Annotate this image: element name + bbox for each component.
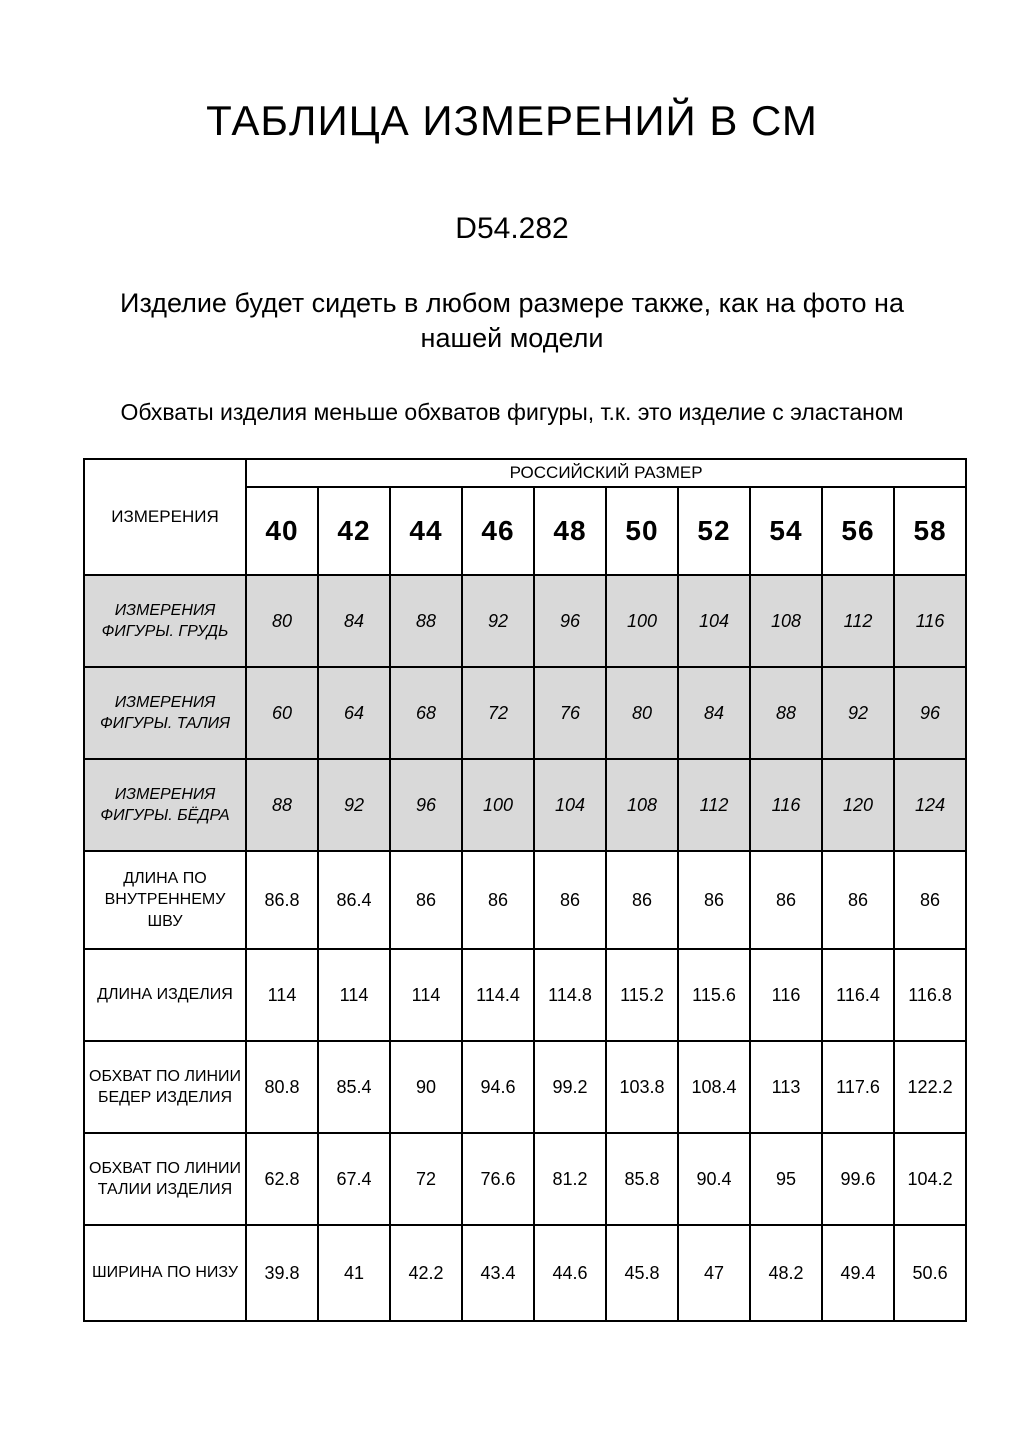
value-cell: 108.4 (678, 1041, 750, 1133)
value-cell: 112 (678, 759, 750, 851)
value-cell: 90.4 (678, 1133, 750, 1225)
table-row-bottom-width (84, 1225, 966, 1321)
value-cell: 88 (750, 667, 822, 759)
value-cell: 80.8 (246, 1041, 318, 1133)
value-cell: 116.8 (894, 949, 966, 1041)
value-cell: 88 (246, 759, 318, 851)
value-cell: 85.8 (606, 1133, 678, 1225)
table-row-figure-chest (84, 575, 966, 667)
article-number: D54.282 (455, 212, 569, 246)
value-cell: 60 (246, 667, 318, 759)
value-cell: 103.8 (606, 1041, 678, 1133)
size-column-header: 52 (678, 487, 750, 575)
size-column-header: 44 (390, 487, 462, 575)
size-column-header: 40 (246, 487, 318, 575)
value-cell: 84 (318, 575, 390, 667)
value-cell: 86 (822, 851, 894, 949)
value-cell: 41 (318, 1225, 390, 1321)
row-label: ИЗМЕРЕНИЯ ФИГУРЫ. ТАЛИЯ (84, 667, 246, 759)
value-cell: 108 (750, 575, 822, 667)
table-row-item-hip-girth (84, 1041, 966, 1133)
value-cell: 104 (534, 759, 606, 851)
size-column-header: 54 (750, 487, 822, 575)
value-cell: 72 (390, 1133, 462, 1225)
value-cell: 99.2 (534, 1041, 606, 1133)
value-cell: 86 (678, 851, 750, 949)
row-label: ДЛИНА ПО ВНУТРЕННЕМУ ШВУ (84, 851, 246, 949)
table-row-figure-hips (84, 759, 966, 851)
value-cell: 96 (534, 575, 606, 667)
value-cell: 67.4 (318, 1133, 390, 1225)
size-column-header: 58 (894, 487, 966, 575)
value-cell: 86 (750, 851, 822, 949)
value-cell: 50.6 (894, 1225, 966, 1321)
row-label: ДЛИНА ИЗДЕЛИЯ (84, 949, 246, 1041)
row-label: ШИРИНА ПО НИЗУ (84, 1225, 246, 1321)
size-column-header: 46 (462, 487, 534, 575)
fit-note: Изделие будет сидеть в любом размере также, как на фото на нашей модели (120, 288, 904, 353)
value-cell: 84 (678, 667, 750, 759)
value-cell: 86 (606, 851, 678, 949)
value-cell: 116 (750, 949, 822, 1041)
value-cell: 114 (390, 949, 462, 1041)
value-cell: 86 (390, 851, 462, 949)
value-cell: 94.6 (462, 1041, 534, 1133)
value-cell: 86 (894, 851, 966, 949)
value-cell: 100 (462, 759, 534, 851)
value-cell: 80 (246, 575, 318, 667)
value-cell: 86.4 (318, 851, 390, 949)
value-cell: 116.4 (822, 949, 894, 1041)
size-column-header: 50 (606, 487, 678, 575)
value-cell: 114 (246, 949, 318, 1041)
value-cell: 112 (822, 575, 894, 667)
value-cell: 76.6 (462, 1133, 534, 1225)
value-cell: 104.2 (894, 1133, 966, 1225)
size-column-header: 42 (318, 487, 390, 575)
size-table (83, 458, 967, 1322)
value-cell: 95 (750, 1133, 822, 1225)
value-cell: 114.8 (534, 949, 606, 1041)
value-cell: 43.4 (462, 1225, 534, 1321)
value-cell: 122.2 (894, 1041, 966, 1133)
value-cell: 99.6 (822, 1133, 894, 1225)
row-label: ИЗМЕРЕНИЯ ФИГУРЫ. ГРУДЬ (84, 575, 246, 667)
russian-size-header-cell: РОССИЙСКИЙ РАЗМЕР (246, 459, 966, 487)
value-cell: 62.8 (246, 1133, 318, 1225)
row-label: ОБХВАТ ПО ЛИНИИ БЕДЕР ИЗДЕЛИЯ (84, 1041, 246, 1133)
table-row-inseam-length (84, 851, 966, 949)
value-cell: 100 (606, 575, 678, 667)
page-title: ТАБЛИЦА ИЗМЕРЕНИЙ В СМ (206, 97, 818, 144)
value-cell: 92 (318, 759, 390, 851)
value-cell: 113 (750, 1041, 822, 1133)
value-cell: 108 (606, 759, 678, 851)
value-cell: 86 (462, 851, 534, 949)
value-cell: 117.6 (822, 1041, 894, 1133)
elastane-note: Обхваты изделия меньше обхватов фигуры, т.к. это изделие с эластаном (120, 399, 904, 426)
row-label: ОБХВАТ ПО ЛИНИИ ТАЛИИ ИЗДЕЛИЯ (84, 1133, 246, 1225)
value-cell: 44.6 (534, 1225, 606, 1321)
table-header-group-row (84, 459, 966, 487)
table-row-item-waist-girth (84, 1133, 966, 1225)
value-cell: 42.2 (390, 1225, 462, 1321)
value-cell: 81.2 (534, 1133, 606, 1225)
value-cell: 116 (750, 759, 822, 851)
value-cell: 115.2 (606, 949, 678, 1041)
value-cell: 45.8 (606, 1225, 678, 1321)
table-row-figure-waist (84, 667, 966, 759)
value-cell: 114 (318, 949, 390, 1041)
measurements-corner-cell: ИЗМЕРЕНИЯ (84, 459, 246, 575)
value-cell: 85.4 (318, 1041, 390, 1133)
value-cell: 76 (534, 667, 606, 759)
value-cell: 96 (390, 759, 462, 851)
value-cell: 92 (822, 667, 894, 759)
value-cell: 115.6 (678, 949, 750, 1041)
value-cell: 80 (606, 667, 678, 759)
value-cell: 68 (390, 667, 462, 759)
value-cell: 90 (390, 1041, 462, 1133)
value-cell: 116 (894, 575, 966, 667)
value-cell: 104 (678, 575, 750, 667)
value-cell: 88 (390, 575, 462, 667)
value-cell: 64 (318, 667, 390, 759)
value-cell: 114.4 (462, 949, 534, 1041)
table-row-item-length (84, 949, 966, 1041)
value-cell: 49.4 (822, 1225, 894, 1321)
value-cell: 124 (894, 759, 966, 851)
value-cell: 39.8 (246, 1225, 318, 1321)
value-cell: 96 (894, 667, 966, 759)
size-column-header: 56 (822, 487, 894, 575)
value-cell: 120 (822, 759, 894, 851)
value-cell: 86 (534, 851, 606, 949)
value-cell: 48.2 (750, 1225, 822, 1321)
row-label: ИЗМЕРЕНИЯ ФИГУРЫ. БЁДРА (84, 759, 246, 851)
value-cell: 47 (678, 1225, 750, 1321)
size-column-header: 48 (534, 487, 606, 575)
value-cell: 72 (462, 667, 534, 759)
value-cell: 86.8 (246, 851, 318, 949)
value-cell: 92 (462, 575, 534, 667)
